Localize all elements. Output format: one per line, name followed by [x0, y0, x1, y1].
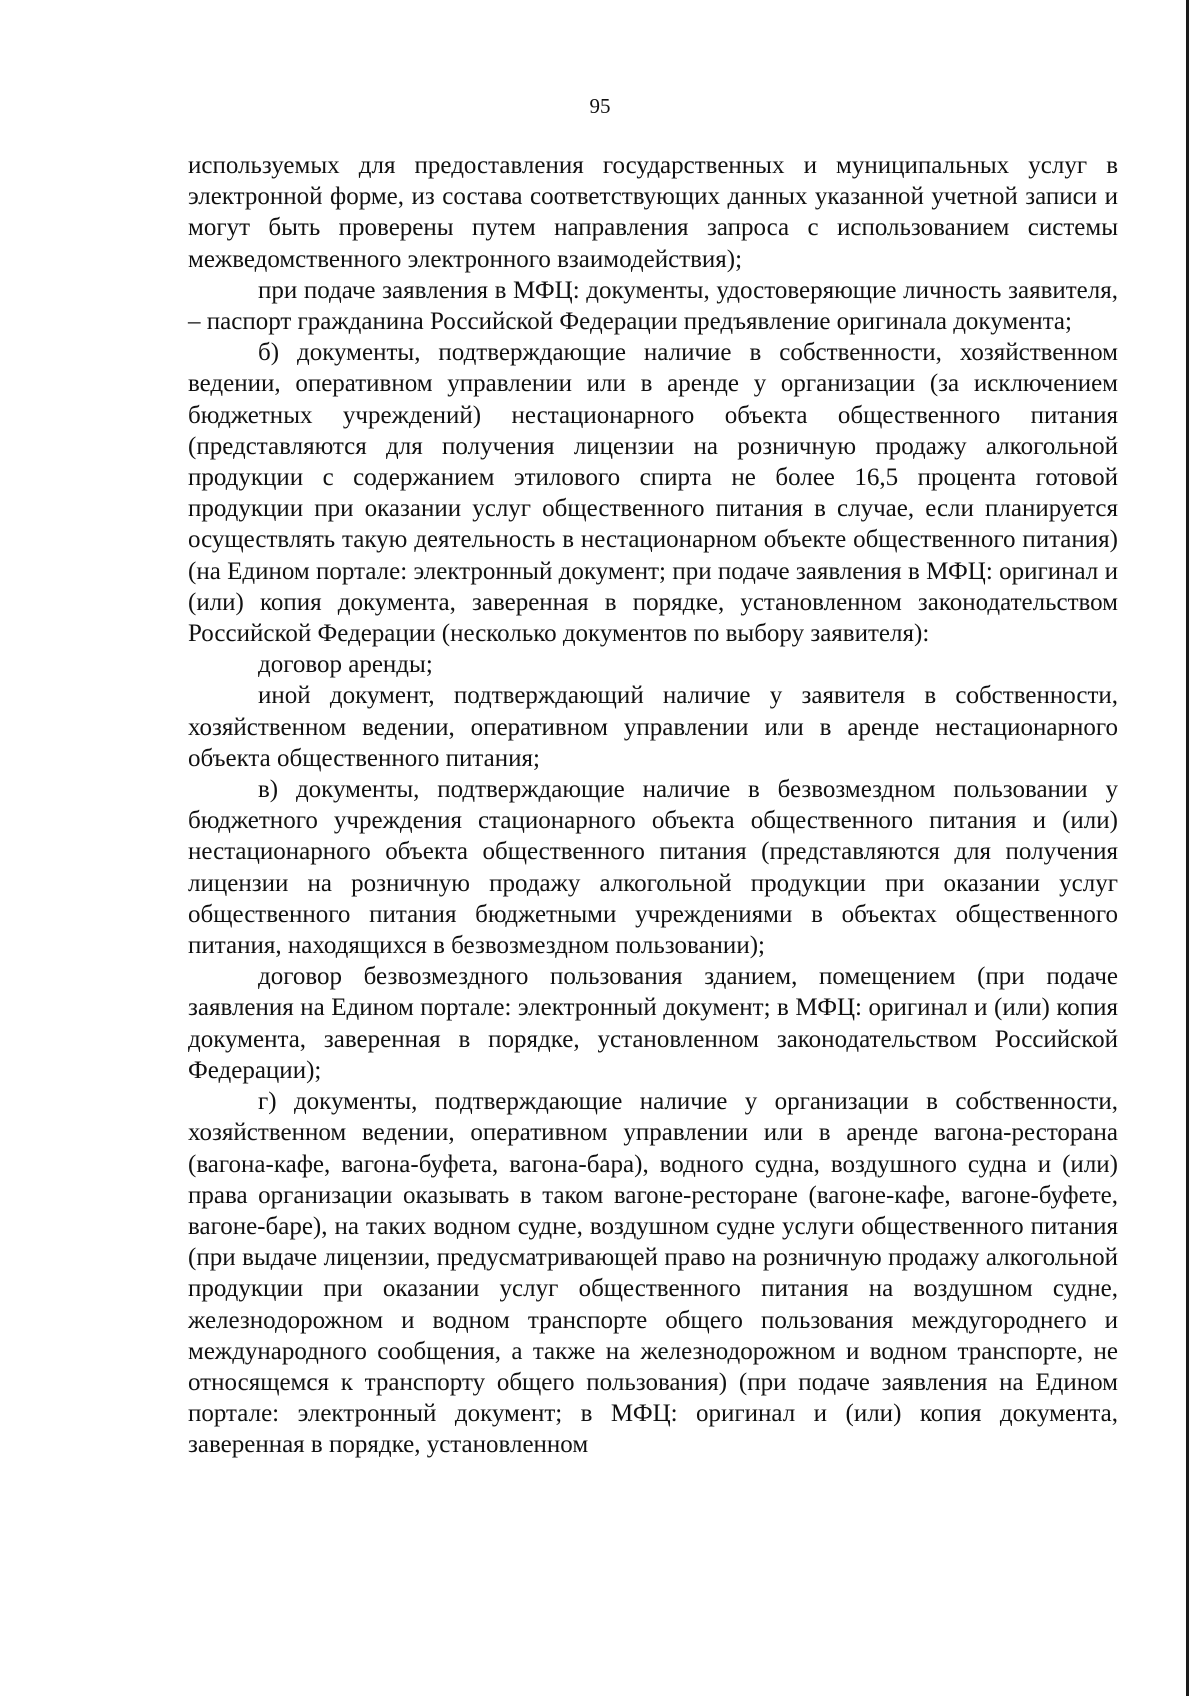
paragraph: при подаче заявления в МФЦ: документы, удостоверяющие личность заявителя, – паспорт гражданина Российской Федерации предъявление оригинала документа;	[188, 276, 1118, 336]
paragraph: г) документы, подтверждающие наличие у организации в собственности, хозяйственном ведении, оперативном управлении или в аренде вагона-ресторана (вагона-кафе, вагона-буфета, вагона-бара), водного судна, воздушного судна и (или) права организации оказывать в таком вагоне-ресторане (вагоне-кафе, вагоне-буфете, вагоне-баре), на таких водном судне, воздушном судне услуги общественного питания (при выдаче лицензии, предусматривающей право на розничную продажу алкогольной продукции при оказании услуг общественного питания на воздушном судне, железнодорожном и водном транспорте общего пользования междугороднего и международного сообщения, а также на железнодорожном и водном транспорте, не относящемся к транспорту общего пользования) (при подаче заявления на Едином портале: электронный документ; в МФЦ: оригинал и (или) копия документа, заверенная в порядке, установленном	[188, 1088, 1118, 1459]
document-body	[188, 150, 1118, 1461]
paragraph: б) документы, подтверждающие наличие в собственности, хозяйственном ведении, оперативном управлении или в аренде у организации (за исключением бюджетных учреждений) нестационарного объекта общественного питания (представляются для получения лицензии на розничную продажу алкогольной продукции с содержанием этилового спирта не более 16,5 процента готовой продукции при оказании услуг общественного питания в случае, если планируется осуществлять такую деятельность в нестационарном объекте общественного питания) (на Едином портале: электронный документ; при подаче заявления в МФЦ: оригинал и (или) копия документа, заверенная в порядке, установленном законодательством Российской Федерации (несколько документов по выбору заявителя):	[188, 339, 1118, 648]
page-number: 95	[589, 94, 611, 118]
paragraph: иной документ, подтверждающий наличие у заявителя в собственности, хозяйственном ведении, оперативном управлении или в аренде нестационарного объекта общественного питания;	[188, 682, 1118, 772]
paragraph: договор безвозмездного пользования зданием, помещением (при подаче заявления на Едином портале: электронный документ; в МФЦ: оригинал и (или) копия документа, заверенная в порядке, установленном законодательством Российской Федерации);	[188, 963, 1118, 1084]
page-edge-line	[1186, 0, 1189, 1696]
paragraph: используемых для предоставления государственных и муниципальных услуг в электронной форме, из состава соответствующих данных указанной учетной записи и могут быть проверены путем направления запроса с использованием системы межведомственного электронного взаимодействия);	[188, 152, 1118, 273]
paragraph: договор аренды;	[258, 651, 433, 679]
paragraph: в) документы, подтверждающие наличие в безвозмездном пользовании у бюджетного учреждения стационарного объекта общественного питания и (или) нестационарного объекта общественного питания (представляются для получения лицензии на розничную продажу алкогольной продукции при оказании услуг общественного питания бюджетными учреждениями в объектах общественного питания, находящихся в безвозмездном пользовании);	[188, 776, 1118, 960]
